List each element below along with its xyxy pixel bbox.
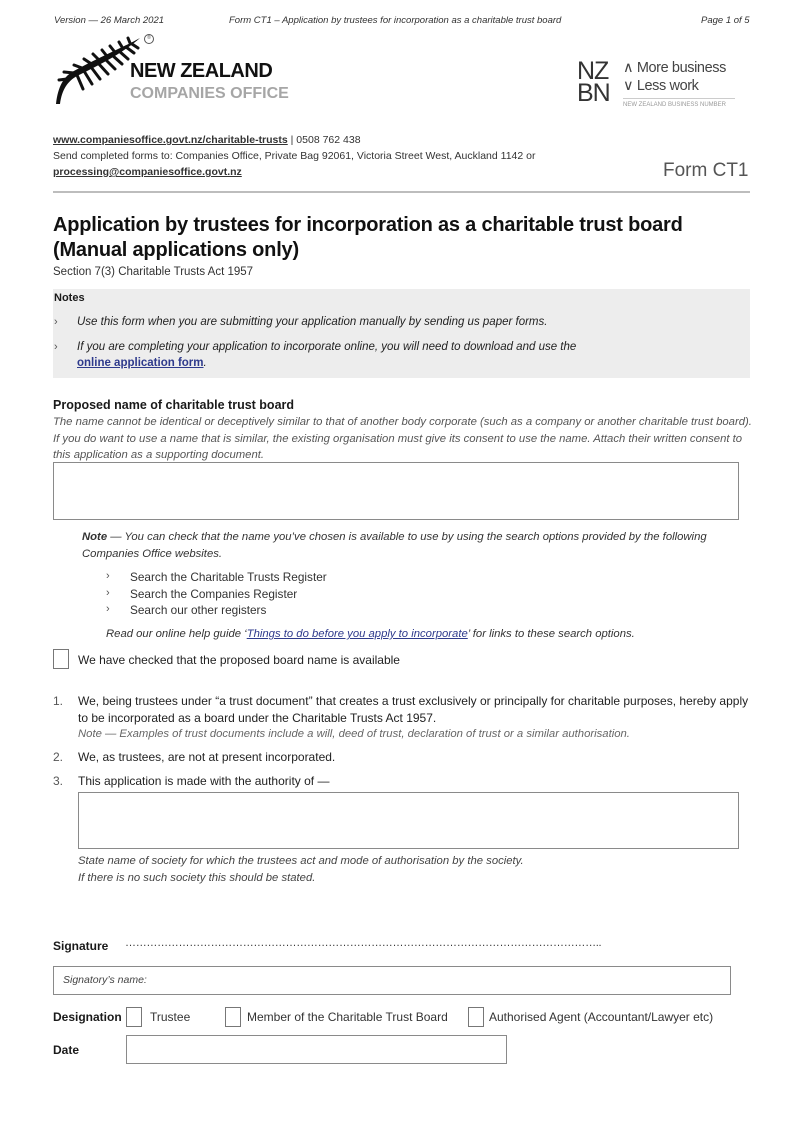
header-divider <box>53 191 750 193</box>
proposed-name-heading: Proposed name of charitable trust board <box>53 398 295 412</box>
online-application-form-link[interactable]: online application form <box>77 357 204 369</box>
signature-line[interactable]: …………………………………………………………………………………………………………………….. <box>125 937 602 949</box>
chevron-right-icon: › <box>106 586 110 599</box>
name-available-checkbox-label: We have checked that the proposed board name is available <box>78 653 400 667</box>
nzbn-tagline-more: ∧ More business <box>623 60 726 76</box>
section-reference: Section 7(3) Charitable Trusts Act 1957 <box>53 266 254 278</box>
companies-office-logo <box>52 32 302 112</box>
designation-board-member-checkbox[interactable] <box>225 1007 241 1027</box>
name-check-note: Note — You can check that the name you’ve chosen is available to use by using the search options provided by the following Companies Office websites. <box>82 531 707 560</box>
signatory-name-label: Signatory’s name: <box>63 974 147 986</box>
page-title: Application by trustees for incorporation as a charitable trust board (Manual applications only) <box>53 214 683 261</box>
email-link[interactable]: processing@companiesoffice.govt.nz <box>53 166 242 178</box>
silver-fern-icon <box>52 34 142 109</box>
designation-trustee-label: Trustee <box>150 1010 191 1024</box>
designation-label: Designation <box>53 1010 122 1024</box>
proposed-name-input[interactable] <box>53 462 739 520</box>
chevron-right-icon: › <box>54 341 58 353</box>
website-link[interactable]: www.companiesoffice.govt.nz/charitable-trusts <box>53 134 288 146</box>
signature-label: Signature <box>53 939 109 953</box>
help-guide-text: Read our online help guide ‘Things to do before you apply to incorporate’ for links to these search options. <box>106 628 635 640</box>
chevron-right-icon: › <box>106 603 110 615</box>
nzbn-subtitle: NEW ZEALAND BUSINESS NUMBER <box>623 102 727 108</box>
contact-block <box>53 132 535 180</box>
designation-board-member-label: Member of the Charitable Trust Board <box>247 1010 448 1024</box>
logo-companies-office: COMPANIES OFFICE <box>130 85 289 102</box>
form-code: Form CT1 <box>663 160 749 181</box>
proposed-name-description: The name cannot be identical or deceptively similar to that of another body corporate (such as a company or another charitable trust board). If you do want to use a name that is similar, the existing organisation must give its consent to use the name. Attach their written consent to this application as a supporting document. <box>53 416 752 461</box>
name-available-checkbox[interactable] <box>53 649 69 669</box>
notes-heading: Notes <box>54 292 85 304</box>
authority-input[interactable] <box>78 792 739 849</box>
date-input[interactable] <box>126 1035 507 1064</box>
page-number: Page 1 of 5 <box>701 15 750 26</box>
date-label: Date <box>53 1043 80 1057</box>
registered-trademark-icon: ® <box>144 34 154 44</box>
nzbn-letters: NZ BN <box>577 57 610 107</box>
nzbn-divider <box>623 98 735 99</box>
send-to-address: Send completed forms to: Companies Office, Private Bag 92061, Victoria Street West, Auckland 1142 or <box>53 150 536 162</box>
signatory-name-input[interactable] <box>53 966 731 995</box>
document-title-header: Form CT1 – Application by trustees for incorporation as a charitable trust board <box>229 15 562 26</box>
designation-agent-checkbox[interactable] <box>468 1007 484 1027</box>
nzbn-logo <box>577 57 747 115</box>
help-guide-link[interactable]: Things to do before you apply to incorporate <box>246 628 468 640</box>
designation-trustee-checkbox[interactable] <box>126 1007 142 1027</box>
notes-panel: Notes › Use this form when you are submitting your application manually by sending us paper forms. › If you are completing your application to incorporate online, you will need to download and use the online application form. <box>53 289 750 378</box>
phone-number: | 0508 762 438 <box>287 134 361 146</box>
version-text: Version — 26 March 2021 <box>54 15 165 26</box>
chevron-right-icon: › <box>54 316 58 328</box>
authority-note: State name of society for which the trustees act and mode of authorisation by the society. If there is no such society this should be stated. <box>78 855 524 884</box>
nzbn-tagline-less: ∨ Less work <box>623 78 699 94</box>
chevron-right-icon: › <box>106 570 110 582</box>
designation-agent-label: Authorised Agent (Accountant/Lawyer etc) <box>489 1010 714 1024</box>
logo-new-zealand: NEW ZEALAND <box>130 60 273 82</box>
